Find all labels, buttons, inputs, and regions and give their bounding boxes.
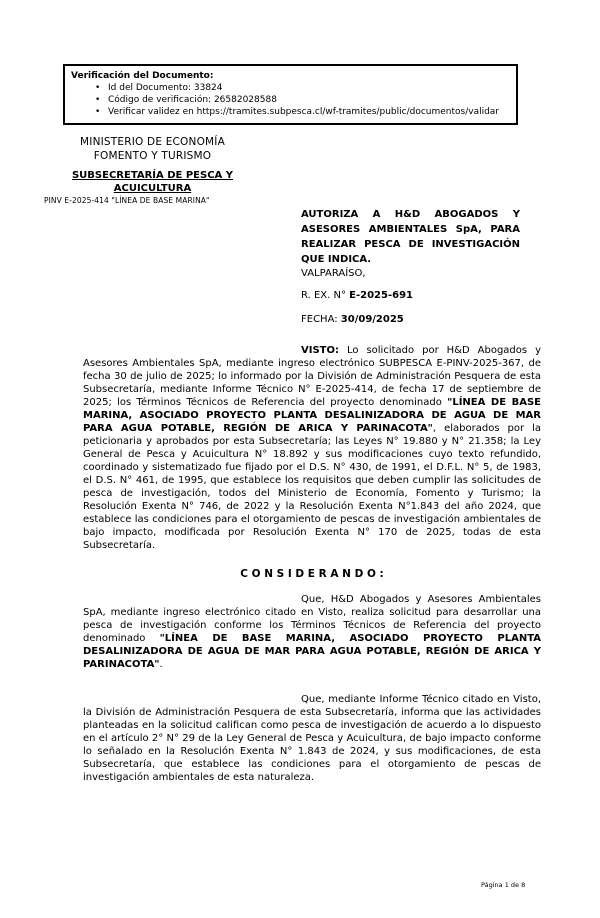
agency-name-line1: SUBSECRETARÍA DE PESCA Y bbox=[71, 170, 234, 181]
paragraph-1-text-2: . bbox=[159, 659, 163, 670]
verification-list bbox=[71, 82, 510, 118]
visto-project-name: "LÍNEA DE BASE MARINA, ASOCIADO PROYECTO PLANTA DESALINIZADORA DE AGUA DE MAR PARA AGUA POTABLE, REGIÓN DE ARICA Y PARINACOTA" bbox=[83, 397, 541, 434]
date-label: FECHA: bbox=[301, 314, 341, 325]
agency-name bbox=[45, 170, 260, 195]
agency-name-line2: ACUICULTURA bbox=[113, 182, 192, 194]
paragraph-1-project-name: "LÍNEA DE BASE MARINA, ASOCIADO PROYECTO PLANTA DESALINIZADORA DE AGUA DE MAR PARA AGUA POTABLE, REGIÓN DE ARICA Y PARINACOTA" bbox=[83, 633, 541, 670]
document-body bbox=[83, 344, 541, 784]
resolution-number-value: E-2025-691 bbox=[349, 290, 413, 301]
verification-box bbox=[63, 64, 518, 125]
verification-item-code: • Código de verificación: 26582028588 bbox=[95, 94, 510, 106]
visto-label: VISTO: bbox=[301, 345, 339, 356]
resolution-number-line bbox=[301, 290, 413, 301]
verification-item-document-id: • Id del Documento: 33824 bbox=[95, 82, 510, 94]
visto-text-2: , elaborados por la peticionaria y aprobados por esta Subsecretaría; las Leyes N° 19.880 y N° 21.358; la Ley General de Pesca y Acuicultura N° 18.892 y sus modificaciones cuyo texto refundido, coordinado y sistematizado fue fijado por el D.S. N° 430, de 1991, el D.F.L. N° 5, de 1983, el D.S. N° 461, de 1995, que establece los requisitos que deben cumplir las solicitudes de pesca de investigación, todos del Ministerio de Economía, Fomento y Turismo; la Resolución Exenta N° 746, de 2022 y la Resolución Exenta N°1.843 del año 2024, que establece las condiciones para el otorgamiento de pescas de investigación ambientales de bajo impacto, modificada por Resolución Exenta N° 170 de 2025, todas de esta Subsecretaría. bbox=[83, 423, 542, 551]
date-value: 30/09/2025 bbox=[340, 314, 404, 325]
project-reference: PINV E-2025-414 "LÍNEA DE BASE MARINA" bbox=[44, 196, 210, 205]
date-line bbox=[301, 314, 404, 325]
verification-item-url: • Verificar validez en https://tramites.subpesca.cl/wf-tramites/public/documentos/validar bbox=[95, 106, 510, 118]
verification-title: Verificación del Documento: bbox=[71, 71, 214, 81]
letterhead bbox=[45, 136, 260, 195]
resolution-subject: AUTORIZA A H&D ABOGADOS Y ASESORES AMBIENTALES SpA, PARA REALIZAR PESCA DE INVESTIGACIÓN QUE INDICA. bbox=[301, 209, 520, 265]
considerando-paragraph-1 bbox=[83, 593, 541, 671]
page-number-indicator: Página 1 de 8 bbox=[481, 881, 526, 889]
visto-paragraph bbox=[83, 344, 541, 552]
considerando-paragraph-2: Que, mediante Informe Técnico citado en Visto, la División de Administración Pesquera de esta Subsecretaría, informa que las actividades planteadas en la solicitud califican como pesca de investigación de acuerdo a lo dispuesto en el artículo 2° N° 29 de la Ley General de Pesca y Acuicultura, de bajo impacto conforme lo señalado en la Resolución Exenta N° 1.843 de 2024, y sus modificaciones, de esta Subsecretaría, que establece las condiciones para el otorgamiento de pescas de investigación ambientales de esta naturaleza. bbox=[83, 694, 541, 783]
paragraph-1-text-1: Que, H&D Abogados y Asesores Ambientales SpA, mediante ingreso electrónico citado en Visto, realiza solicitud para desarrollar una pesca de investigación conforme los Términos Técnicos de Referencia del proyecto denominado bbox=[83, 594, 541, 644]
ministry-name-line1: MINISTERIO DE ECONOMÍA bbox=[80, 136, 225, 148]
considerando-heading: C O N S I D E R A N D O : bbox=[240, 568, 384, 580]
visto-text-1: Lo solicitado por H&D Abogados y Asesores Ambientales SpA, mediante ingreso electrónico SUBPESCA E-PINV-2025-367, de fecha 30 de julio de 2025; lo informado por la División de Administración Pesquera de esta Subsecretaría, mediante Informe Técnico N° E-2025-414, de fecha 17 de septiembre de 2025; los Términos Técnicos de Referencia del proyecto denominado bbox=[83, 345, 541, 408]
ministry-name-line2: FOMENTO Y TURISMO bbox=[93, 149, 212, 162]
resolution-number-label: R. EX. N° bbox=[301, 290, 350, 301]
city-line: VALPARAÍSO, bbox=[301, 268, 366, 279]
